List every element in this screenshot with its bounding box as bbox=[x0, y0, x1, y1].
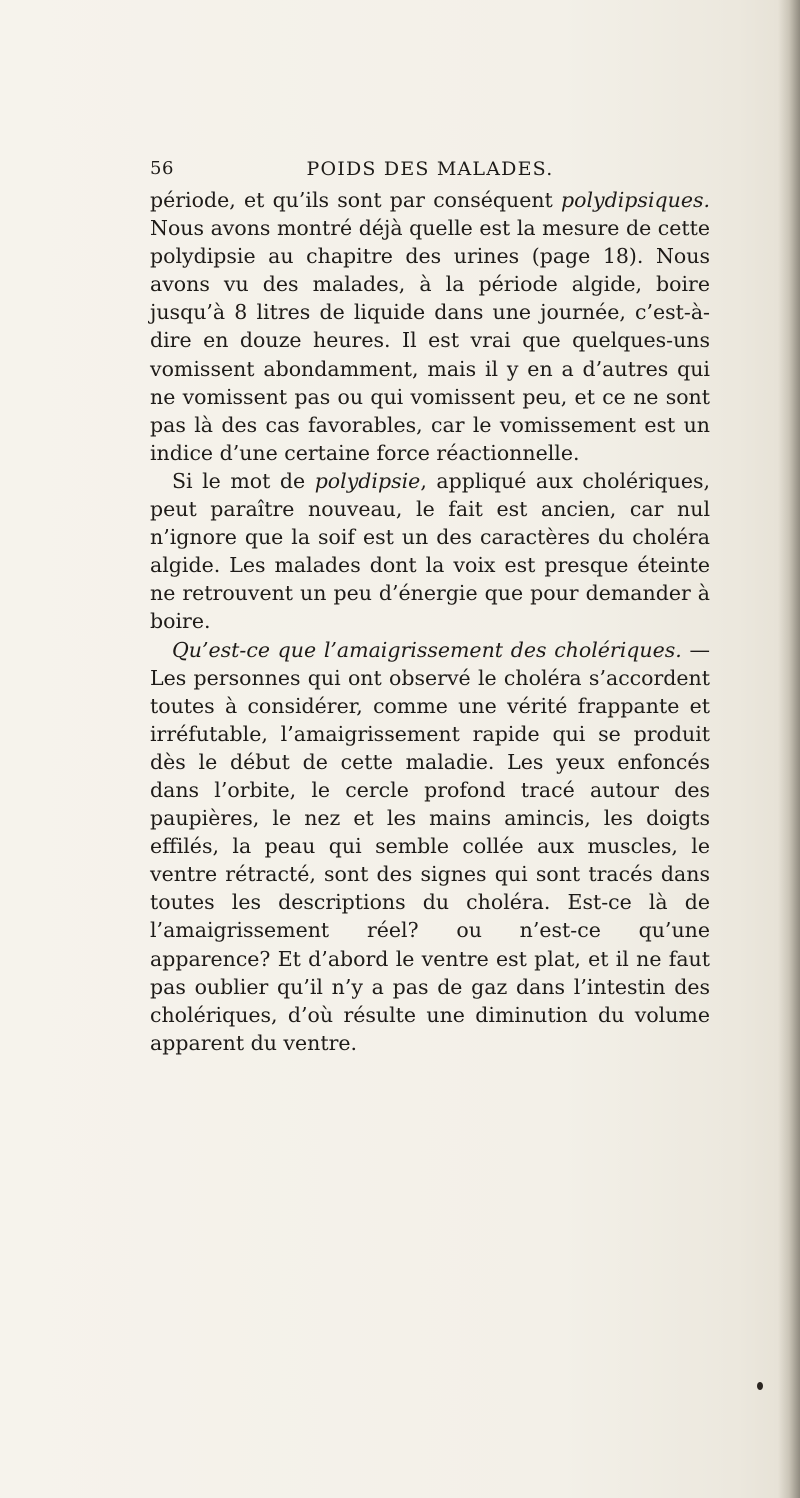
term-polydipsiques: polydipsiques. bbox=[561, 188, 710, 212]
paragraph-2: Si le mot de polydipsie, appliqué aux cholériques, peut paraître nouveau, le fait est ancien, car nul n’ignore que la soif est un des caractères du choléra algide. Les malades dont la voix est presque éteinte ne retrouvent un peu d’énergie que pour demander à boire. bbox=[150, 468, 710, 634]
page-header bbox=[150, 158, 710, 182]
paragraph-3: Qu’est-ce que l’amaigrissement des cholériques. — Les personnes qui ont observé le choléra s’accordent toutes à considérer, comme une vérité frappante et irréfutable, l’amaigrissement rapide qui se produit dès le début de cette maladie. Les yeux enfoncés dans l’orbite, le cercle profond tracé autour des paupières, le nez et les mains amincis, les doigts effilés, la peau qui semble collée aux muscles, le ventre rétracté, sont des signes qui sont tracés dans toutes les descriptions du choléra. Est-ce là de l’amaigrissement réel? ou n’est-ce qu’une apparence? Et d’abord le ventre est plat, et il ne faut pas oublier qu’il n’y a pas de gaz dans l’intestin des cholériques, d’où résulte une diminution du volume apparent du ventre. bbox=[150, 637, 710, 1055]
ink-spot bbox=[757, 1382, 763, 1390]
paragraph-1: période, et qu’ils sont par conséquent polydipsiques. Nous avons montré déjà quelle est la mesure de cette polydipsie au chapitre des urines (page 18). Nous avons vu des malades, à la période algide, boire jusqu’à 8 litres de liquide dans une journée, c’est-à-dire en douze heures. Il est vrai que quelques-uns vomissent abondamment, mais il y en a d’autres qui ne vomissent pas ou qui vomissent peu, et ce ne sont pas là des cas favorables, car le vomissement est un indice d’une certaine force réactionnelle. bbox=[150, 188, 710, 465]
section-heading-amaigrissement: Qu’est-ce que l’amaigrissement des cholériques. bbox=[172, 637, 682, 662]
running-head: POIDS DES MALADES. bbox=[306, 158, 554, 180]
page-number: 56 bbox=[150, 158, 174, 179]
book-spine-shadow bbox=[778, 0, 800, 1498]
term-polydipsie: polydipsie bbox=[314, 468, 421, 493]
text-body bbox=[150, 186, 710, 1057]
